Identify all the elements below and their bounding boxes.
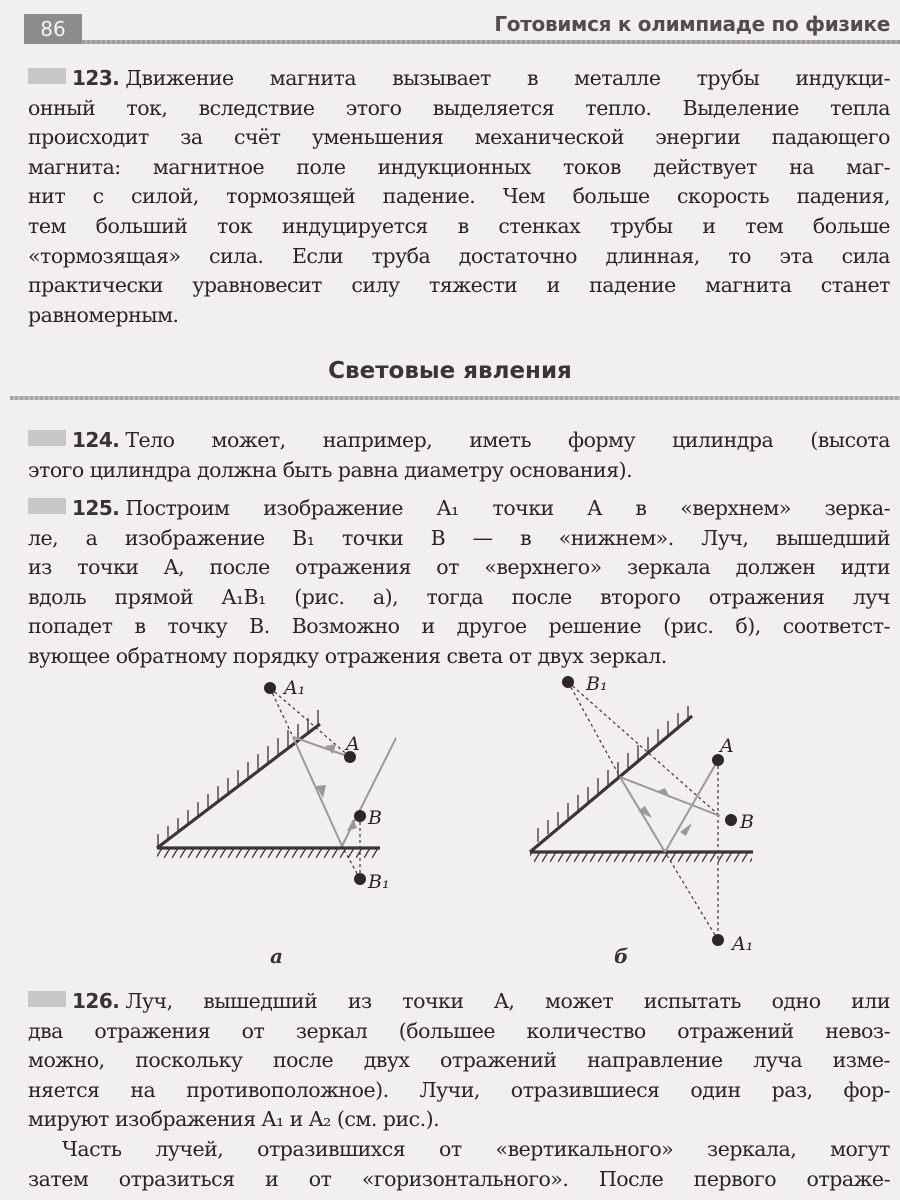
point-A1 [712, 934, 724, 946]
upper-mirror [157, 710, 320, 848]
problem-124 [28, 426, 890, 485]
text-line: равномерным. [28, 302, 179, 327]
text-line: магнита: магнитное поле индукционных токов действует на маг- [28, 154, 890, 179]
text-line: практически уравновесит силу тяжести и падение магнита станет [28, 273, 890, 298]
page-number: 86 [24, 14, 82, 44]
figure-b-caption: б [614, 944, 629, 968]
text-line: из точки A, после отражения от «верхнего» зеркала должен идти [28, 555, 890, 580]
text-line: тем больший ток индуцируется в стенках трубы и тем больше [28, 213, 890, 238]
problem-marker [28, 430, 66, 446]
label-A1: A₁ [284, 677, 306, 699]
text-line: Луч, вышедший из точки A, может испытать одно или [125, 989, 890, 1013]
text-line: попадет в точку B. Возможно и другое решение (рис. б), соответст- [28, 614, 890, 639]
text-line: Тело может, например, иметь форму цилиндра (высота [125, 428, 890, 452]
text-line: мируют изображения A₁ и A₂ (см. рис.). [28, 1107, 440, 1132]
lower-mirror [157, 848, 380, 860]
label-B: B [368, 807, 382, 829]
text-line: няется на противоположное). Лучи, отразившиеся один раз, фор- [28, 1077, 890, 1102]
arrow-icon [638, 806, 652, 818]
problem-123 [28, 64, 890, 330]
problem-number: 123. [72, 66, 120, 90]
point-B1 [354, 873, 366, 885]
label-A: A [346, 733, 360, 755]
section-title: Световые явления [328, 358, 572, 384]
text-line: онный ток, вследствие этого выделяется тепло. Выделение тепла [28, 95, 890, 120]
figure-b-diagram [510, 660, 800, 960]
problem-number: 124. [72, 428, 120, 452]
header-divider [82, 40, 900, 44]
page-header [0, 0, 900, 48]
problem-marker [28, 498, 66, 514]
arrow-icon [680, 823, 692, 836]
problem-125 [28, 494, 890, 672]
label-A1: A₁ [732, 933, 754, 955]
problem-marker [28, 991, 66, 1007]
text-line: затем отразиться и от «горизонтального». После первого отраже- [28, 1166, 890, 1191]
text-line: Построим изображение A₁ точки A в «верхнем» зерка- [125, 496, 890, 520]
problem-marker [28, 68, 66, 84]
text-line: происходит за счёт уменьшения механической энергии падающего [28, 125, 890, 150]
label-B1: B₁ [368, 871, 390, 893]
label-B: B [740, 811, 754, 833]
text-line: нит с силой, тормозящей падение. Чем больше скорость падения, [28, 184, 890, 209]
text-line: Движение магнита вызывает в металле трубы индукци- [125, 66, 890, 90]
label-A: A [720, 735, 734, 757]
point-A1 [264, 682, 276, 694]
text-line: ле, а изображение B₁ точки B — в «нижнем». Луч, вышедший [28, 525, 890, 550]
point-B1 [562, 676, 574, 688]
text-line: вдоль прямой A₁B₁ (рис. а), тогда после второго отражения луч [28, 584, 890, 609]
upper-mirror [530, 706, 692, 852]
label-B1: B₁ [586, 673, 608, 695]
problem-number: 125. [72, 496, 120, 520]
text-line: два отражения от зеркал (большее количество отражений невоз- [28, 1018, 890, 1043]
section-divider [10, 396, 900, 400]
problem-126 [28, 987, 890, 1194]
text-line: «тормозящая» сила. Если труба достаточно длинная, то эта сила [28, 243, 890, 268]
point-B [354, 810, 366, 822]
text-line: этого цилиндра должна быть равна диаметру основания). [28, 457, 633, 482]
text-line: можно, поскольку после двух отражений направление луча изме- [28, 1048, 890, 1073]
lower-mirror [530, 852, 753, 864]
figure-a-diagram [140, 668, 420, 908]
text-line: вующее обратному порядку отражения света от двух зеркал. [28, 643, 667, 668]
point-B [725, 814, 737, 826]
figure-a-caption: а [270, 944, 283, 968]
problem-number: 126. [72, 989, 120, 1013]
text-line: Часть лучей, отразившихся от «вертикального» зеркала, могут [62, 1136, 890, 1161]
running-title: Готовимся к олимпиаде по физике [494, 12, 890, 36]
